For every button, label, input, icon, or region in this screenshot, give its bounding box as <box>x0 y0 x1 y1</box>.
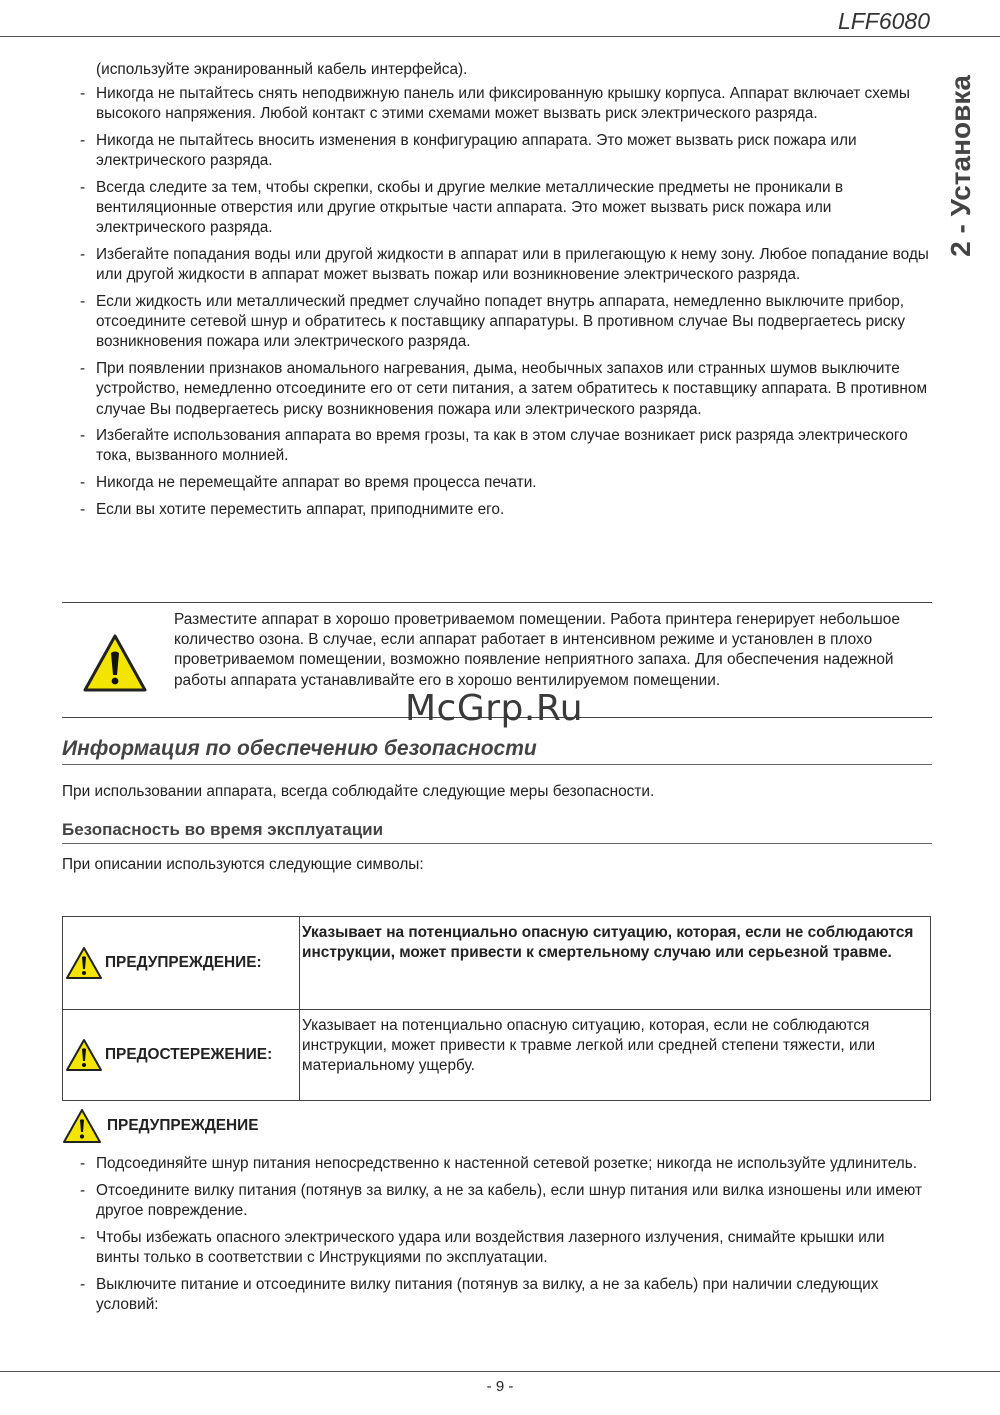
watermark: McGrp.Ru <box>405 688 584 729</box>
section-tab-label: 2 - Установка <box>945 75 976 257</box>
list-item: - Отсоедините вилку питания (потянув за вилку, а не за кабель), если шнур питания или вилка изношены или имеют другое повреждение. <box>62 1181 932 1221</box>
warning-list <box>62 1154 932 1315</box>
list-lead-text: (используйте экранированный кабель интерфейса). <box>96 61 468 78</box>
warning-triangle-icon <box>65 1038 103 1072</box>
warning-triangle-icon <box>82 633 148 693</box>
list-item: - Если вы хотите переместить аппарат, приподнимите его. <box>62 500 932 520</box>
symbol-label: ПРЕДОСТЕРЕЖЕНИЕ: <box>105 1046 273 1063</box>
subsection-heading: Безопасность во время эксплуатации <box>62 820 932 844</box>
warning-triangle-icon <box>62 1108 102 1144</box>
list-item: - Подсоединяйте шнур питания непосредственно к настенной сетевой розетке; никогда не используйте удлинитель. <box>62 1154 932 1174</box>
section-heading: Информация по обеспечению безопасности <box>62 737 932 765</box>
header-rule <box>0 36 1000 37</box>
symbols-intro: При описании используются следующие символы: <box>62 856 424 873</box>
footer-rule <box>0 1371 1000 1372</box>
list-item: - При появлении признаков аномального нагревания, дыма, необычных запахов или странных шумов выключите устройство, немедленно отсоедините его от сети питания, а затем обратитесь к поставщику аппарата. В противном случае Вы подвергаетесь риску возникновения пожара или электрического разряда. <box>62 359 932 420</box>
table-row <box>63 917 931 1010</box>
list-item: - Если жидкость или металлический предмет случайно попадет внутрь аппарата, немедленно выключите прибор, отсоедините сетевой шнур и обратитесь к поставщику аппаратуры. В противном случае Вы подвергаетесь риску возникновения пожара или электрического разряда. <box>62 292 932 353</box>
list-item: - Чтобы избежать опасного электрического удара или воздействия лазерного излучения, снимайте крышки или винты только в соответствии с Инструкциями по эксплуатации. <box>62 1228 932 1268</box>
page-number: - 9 - <box>486 1378 514 1395</box>
list-item: - Избегайте использования аппарата во время грозы, та как в этом случае возникает риск разряда электрического тока, вызванного молнией. <box>62 426 932 466</box>
symbols-table <box>62 916 931 1101</box>
note-text: Разместите аппарат в хорошо проветриваемом помещении. Работа принтера генерирует небольшое количество озона. В случае, если аппарат работает в интенсивном режиме и установлен в плохо проветриваемом помещении, возможно появление неприятного запаха. Для обеспечения надежной работы аппарата устанавливайте его в хорошо вентилируемом помещении. <box>174 611 900 689</box>
list-item: - Никогда не пытайтесь вносить изменения в конфигурацию аппарата. Это может вызвать риск пожара или электрического разряда. <box>62 131 932 171</box>
safety-list <box>62 84 932 520</box>
list-item: - Избегайте попадания воды или другой жидкости в аппарат или в прилегающую к нему зону. Любое попадание воды или другой жидкости в аппарат может вызвать пожар или возникновение электрического разряда. <box>62 245 932 285</box>
top-safety-list-block <box>62 60 932 527</box>
section-tab <box>935 62 987 270</box>
symbol-description: Указывает на потенциально опасную ситуацию, которая, если не соблюдаются инструкции, может привести к травме легкой или средней степени тяжести, или материальному ущербу. <box>300 1010 931 1101</box>
list-item: - Никогда не перемещайте аппарат во время процесса печати. <box>62 473 932 493</box>
list-item: - Никогда не пытайтесь снять неподвижную панель или фиксированную крышку корпуса. Аппарат включает схемы высокого напряжения. Любой контакт с этими схемами может вызвать риск электрического разряда. <box>62 84 932 124</box>
table-row <box>63 1010 931 1101</box>
symbol-label: ПРЕДУПРЕЖДЕНИЕ: <box>105 954 262 971</box>
symbol-description: Указывает на потенциально опасную ситуацию, которая, если не соблюдаются инструкции, может привести к смертельному случаю или серьезной травме. <box>300 917 931 1010</box>
warning-heading <box>62 1108 259 1144</box>
section-intro: При использовании аппарата, всегда соблюдайте следующие меры безопасности. <box>62 783 655 800</box>
warning-list-block <box>62 1154 932 1321</box>
list-item: - Выключите питание и отсоедините вилку питания (потянув за вилку, а не за кабель) при наличии следующих условий: <box>62 1275 932 1315</box>
model-title: LFF6080 <box>837 8 930 34</box>
warning-title: ПРЕДУПРЕЖДЕНИЕ <box>107 1117 259 1134</box>
warning-triangle-icon <box>65 946 103 980</box>
list-item: - Всегда следите за тем, чтобы скрепки, скобы и другие мелкие металлические предметы не проникали в вентиляционные отверстия или другие открытые части аппарата. Это может вызвать риск пожара или электрического разряда. <box>62 178 932 239</box>
